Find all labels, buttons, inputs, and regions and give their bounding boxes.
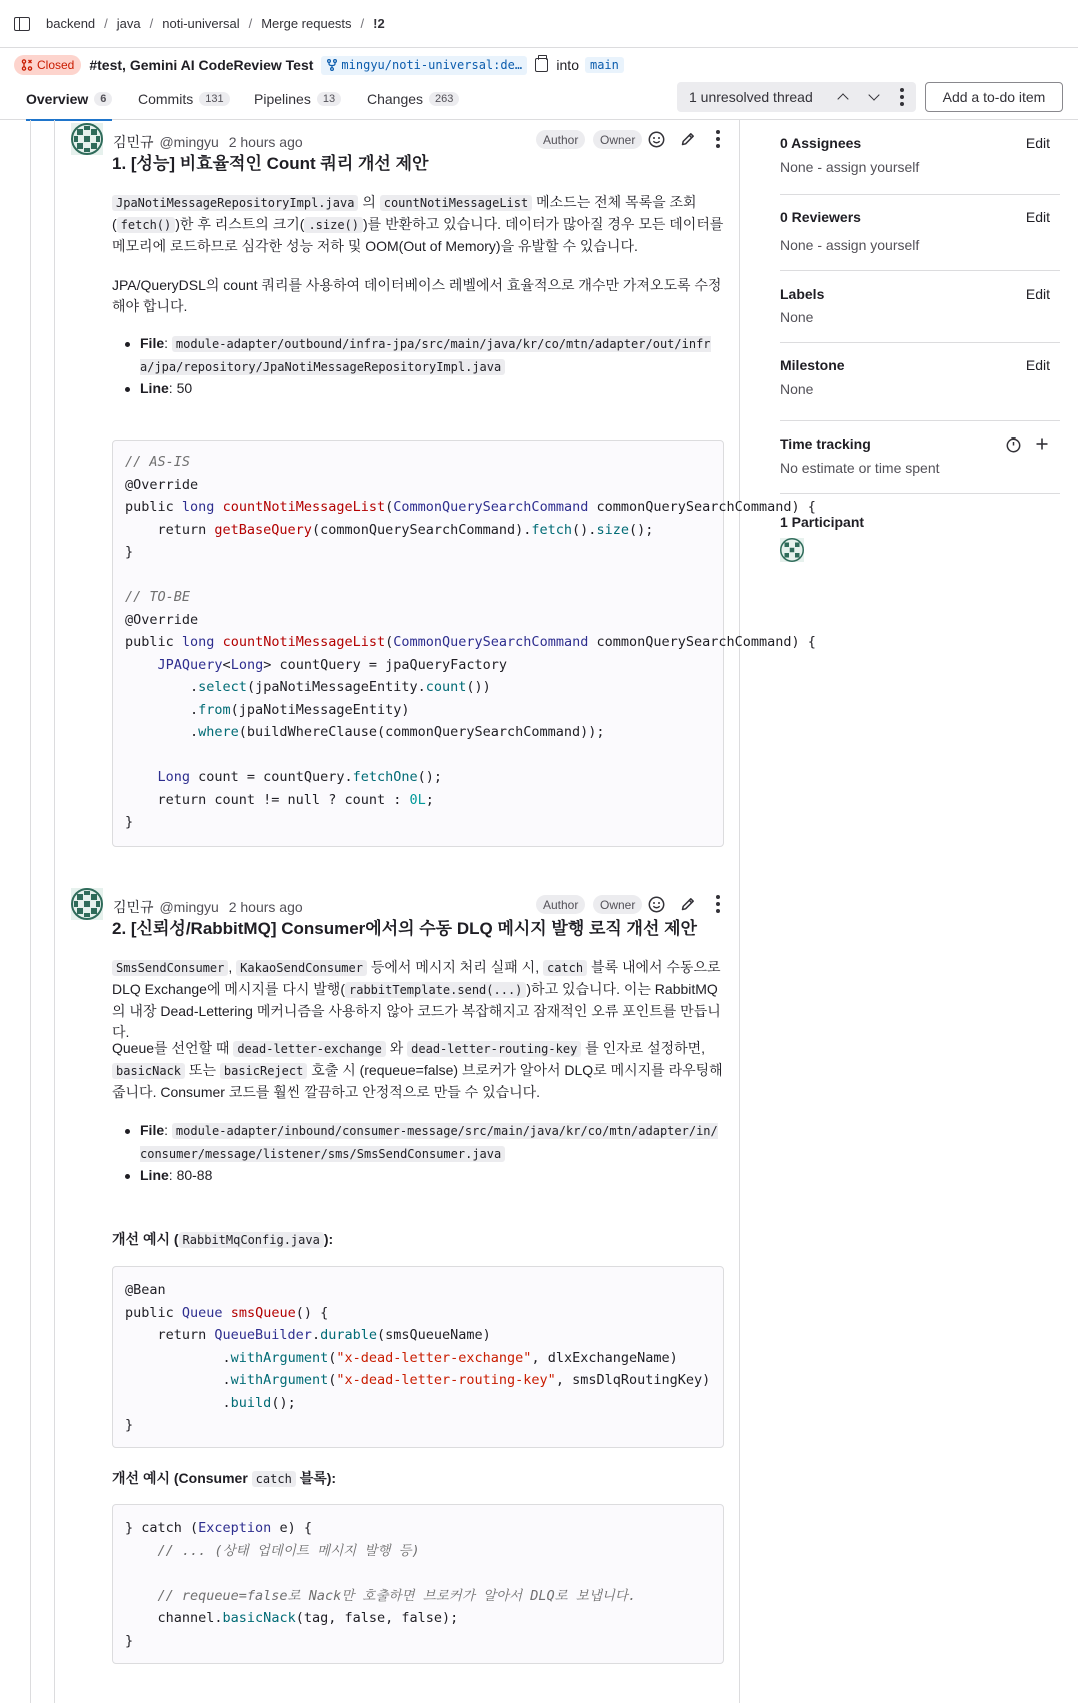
- milestone-value: None: [780, 381, 814, 397]
- sidebar-toggle-icon[interactable]: [14, 17, 30, 31]
- plus-icon[interactable]: [1034, 436, 1050, 452]
- emoji-icon[interactable]: [646, 129, 666, 149]
- text-span: )하고 있습니다. 이는 RabbitMQ의 내장 Dead-Lettering 메커니즘을 사용하지 않아 코드가 복잡해지고 잠재적인 오류 포인트를 만듭니다.: [112, 981, 721, 1040]
- file-label: File: [140, 335, 165, 351]
- code-content: // AS-IS @Override public long countNotiMessageList(CommonQuerySearchCommand commonQuerySearchCommand) { return getBaseQuery(commonQuerySearchCommand).fetch().size(); } // TO-BE @Override public long countNotiMessageList(CommonQuerySearchCommand commonQuerySearchCommand) { JPAQuery<Long> countQuery = jpaQueryFactory .select(jpaNotiMessageEntity.count()) .from(jpaNotiMessageEntity) .where(buildWhereClause(commonQuerySearchCommand)); Long count = countQuery.fetchOne(); return count != null ? count : 0L; }: [125, 454, 816, 830]
- kebab-icon[interactable]: [894, 89, 910, 105]
- inline-code: dead-letter-exchange: [233, 1041, 386, 1057]
- inline-code: .size(): [304, 217, 363, 233]
- participants-title: 1 Participant: [780, 514, 865, 530]
- text-span: 의: [362, 194, 376, 210]
- chevron-up-icon[interactable]: [835, 89, 851, 105]
- breadcrumb-item-java[interactable]: java: [116, 16, 141, 31]
- inline-code: SmsSendConsumer: [112, 960, 228, 976]
- note-body: [112, 152, 724, 176]
- code-block: [112, 1504, 724, 1664]
- fork-icon: [327, 59, 337, 71]
- author-badge: Author: [536, 895, 585, 914]
- emoji-icon[interactable]: [646, 894, 666, 914]
- mr-title: #test, Gemini AI CodeReview Test: [89, 57, 314, 73]
- author-handle: @mingyu: [159, 134, 219, 150]
- paragraph-text: JPA/QueryDSL의 count 쿼리를 사용하여 데이터베이스 레벨에서 효율적으로 개수만 가져오도록 수정해야 합니다.: [112, 277, 722, 314]
- sidebar-labels: [780, 271, 1060, 343]
- text-span: 블록 내에서 수동으로 DLQ Exchange에 메시지를 다시 발행(: [112, 959, 721, 997]
- inline-code: KakaoSendConsumer: [236, 960, 367, 976]
- tab-label: Pipelines: [254, 91, 311, 107]
- line-label: Line: [140, 1167, 169, 1183]
- status-label: Closed: [37, 58, 75, 72]
- note-paragraph: [112, 1038, 724, 1103]
- code-block: [112, 1266, 724, 1448]
- breadcrumb-separator: /: [149, 16, 154, 31]
- inline-code: RabbitMqConfig.java: [179, 1232, 324, 1248]
- line-value: 50: [176, 380, 193, 396]
- note-paragraph: [112, 275, 724, 317]
- list-item: File: module-adapter/inbound/consumer-message/src/main/java/kr/co/mtn/adapter/in/consumer/message/listener/sms/SmsSendConsumer.java: [112, 1120, 724, 1165]
- tab-overview[interactable]: [26, 78, 112, 120]
- tab-label: Commits: [138, 91, 194, 107]
- inline-code: fetch(): [117, 217, 176, 233]
- author-badge: Author: [536, 130, 585, 149]
- text-span: )한 후 리스트의 크기(: [175, 216, 305, 232]
- assign-yourself-link[interactable]: None - assign yourself: [780, 237, 920, 253]
- breadcrumb-item-mr[interactable]: !2: [373, 16, 385, 31]
- text-span: ):: [323, 1231, 334, 1247]
- inline-code: basicReject: [220, 1063, 307, 1079]
- sidebar-participants: [780, 494, 1060, 564]
- text-span: 또는: [188, 1062, 216, 1078]
- labels-edit-button[interactable]: Edit: [1025, 286, 1050, 302]
- line-value: 80-88: [176, 1167, 213, 1183]
- avatar[interactable]: [780, 538, 804, 562]
- inline-code: dead-letter-routing-key: [407, 1041, 581, 1057]
- file-info-list: [112, 1120, 724, 1186]
- target-branch[interactable]: main: [585, 57, 624, 73]
- author-display-name: 김민규: [113, 899, 154, 915]
- assignees-edit-button[interactable]: Edit: [1025, 135, 1050, 151]
- note-title: 2. [신뢰성/RabbitMQ] Consumer에서의 수동 DLQ 메시지 발행 로직 개선 제안: [112, 919, 697, 938]
- code-content: @Bean public Queue smsQueue() { return QueueBuilder.durable(smsQueueName) .withArgument("x-dead-letter-exchange", dlxExchangeName) .withArgument("x-dead-letter-routing-key", smsDlqRoutingKey) .build(); }: [125, 1282, 711, 1433]
- note-header: [71, 888, 731, 918]
- text-span: Queue를 선언할 때: [112, 1040, 230, 1056]
- sidebar-reviewers: [780, 195, 1060, 271]
- source-branch[interactable]: [321, 56, 527, 75]
- add-todo-button[interactable]: Add a to-do item: [925, 82, 1063, 112]
- merge-request-closed-icon: [21, 59, 33, 71]
- note-timestamp[interactable]: 2 hours ago: [228, 134, 303, 150]
- chevron-down-icon[interactable]: [866, 89, 882, 105]
- owner-badge: Owner: [593, 130, 642, 149]
- note-paragraph: [112, 192, 724, 257]
- pencil-icon[interactable]: [678, 894, 698, 914]
- breadcrumb-item-backend[interactable]: backend: [46, 16, 96, 31]
- text-span: 개선 예시 (Consumer: [112, 1470, 248, 1486]
- sidebar-milestone: [780, 343, 1060, 421]
- tab-commits[interactable]: [138, 78, 230, 120]
- reviewers-edit-button[interactable]: Edit: [1025, 209, 1050, 225]
- text-span: 블록):: [299, 1470, 337, 1486]
- unresolved-threads-label: 1 unresolved thread: [689, 89, 813, 105]
- source-branch-label: mingyu/noti-universal:de…: [341, 58, 523, 72]
- file-info-list: [112, 333, 724, 399]
- labels-value: None: [780, 309, 814, 325]
- text-span: 와: [389, 1040, 404, 1056]
- tab-count: 6: [94, 92, 112, 106]
- assign-yourself-link[interactable]: None - assign yourself: [780, 159, 920, 175]
- text-span: 를 인자로 설정하면,: [585, 1040, 706, 1056]
- labels-title: Labels: [780, 286, 825, 302]
- text-span: 개선 예시 (: [112, 1231, 179, 1247]
- kebab-icon[interactable]: [708, 894, 728, 914]
- owner-badge: Owner: [593, 895, 642, 914]
- copy-icon[interactable]: [535, 58, 548, 72]
- mr-header: [14, 54, 624, 76]
- breadcrumb-separator: /: [248, 16, 253, 31]
- avatar[interactable]: [71, 888, 103, 920]
- tab-label: Changes: [367, 91, 424, 107]
- tab-count: 131: [199, 92, 229, 106]
- avatar[interactable]: [71, 123, 103, 155]
- code-block: [112, 440, 816, 847]
- note-body: [112, 917, 724, 941]
- unresolved-threads[interactable]: [677, 82, 916, 112]
- breadcrumb-bar: [0, 0, 1078, 48]
- line-label: Line: [140, 380, 169, 396]
- time-tracking-title: Time tracking: [780, 436, 871, 452]
- text-span: (: [112, 216, 117, 232]
- inline-code: rabbitTemplate.send(...): [345, 982, 526, 998]
- author-name[interactable]: [113, 132, 303, 152]
- list-item: Line: 50: [112, 378, 724, 399]
- inline-code: JpaNotiMessageRepositoryImpl.java: [112, 195, 358, 211]
- text-span: 메소드는 전체 목록을 조회: [536, 194, 697, 210]
- time-tracking-value: No estimate or time spent: [780, 460, 940, 476]
- tab-pipelines[interactable]: [254, 78, 341, 120]
- note-paragraph: [112, 957, 724, 1043]
- kebab-icon[interactable]: [708, 129, 728, 149]
- note-header: [71, 123, 731, 153]
- tab-label: Overview: [26, 91, 89, 107]
- example-heading: [112, 1468, 724, 1490]
- milestone-title: Milestone: [780, 357, 845, 373]
- example-heading: [112, 1229, 724, 1251]
- author-name[interactable]: [113, 897, 303, 917]
- note-timestamp[interactable]: 2 hours ago: [228, 899, 303, 915]
- inline-code: catch: [543, 960, 587, 976]
- text-span: ,: [228, 959, 233, 975]
- assignees-title: 0 Assignees: [780, 135, 862, 151]
- sidebar-time-tracking: [780, 421, 1060, 494]
- breadcrumb-item-merge-requests[interactable]: Merge requests: [261, 16, 352, 31]
- breadcrumb-item-project[interactable]: noti-universal: [162, 16, 240, 31]
- text-span: 호출 시 (requeue=false) 브로커가 알아서 DLQ로 메시지를 라우팅해줍니다. Consumer 코드를 훨씬 깔끔하고 안정적으로 만들 수 있습니다.: [112, 1062, 723, 1100]
- inline-code: countNotiMessageList: [380, 195, 533, 211]
- note-title: 1. [성능] 비효율적인 Count 쿼리 개선 제안: [112, 154, 429, 173]
- tab-changes[interactable]: [367, 78, 459, 120]
- text-span: 등에서 메시지 처리 실패 시,: [370, 959, 540, 975]
- author-handle: @mingyu: [159, 899, 219, 915]
- milestone-edit-button[interactable]: Edit: [1025, 357, 1050, 373]
- status-badge: [14, 55, 81, 75]
- list-item: File: module-adapter/outbound/infra-jpa/src/main/java/kr/co/mtn/adapter/out/infra/jpa/repository/JpaNotiMessageRepositoryImpl.java: [112, 333, 724, 378]
- tab-count: 13: [317, 92, 341, 106]
- pencil-icon[interactable]: [678, 129, 698, 149]
- file-path: module-adapter/inbound/consumer-message/src/main/java/kr/co/mtn/adapter/in/consumer/message/listener/sms/SmsSendConsumer.java: [140, 1124, 718, 1161]
- text-span: )를 반환하고 있습니다. 데이터가 많아질 경우 모든 데이터를 메모리에 로드하므로 심각한 성능 저하 및 OOM(Out of Memory)을 유발할 수 있습니다.: [112, 216, 724, 254]
- reviewers-title: 0 Reviewers: [780, 209, 861, 225]
- timer-icon[interactable]: [1005, 436, 1022, 453]
- timeline-line: [30, 120, 31, 1703]
- author-display-name: 김민규: [113, 134, 154, 150]
- list-item: Line: 80-88: [112, 1165, 724, 1186]
- breadcrumb-separator: /: [360, 16, 365, 31]
- inline-code: catch: [252, 1471, 296, 1487]
- code-content: } catch (Exception e) { // ... (상태 업데이트 메시지 발행 등) // requeue=false로 Nack만 호출하면 브로커가 알아서 DLQ로 보냅니다. channel.basicNack(tag, false, false); }: [125, 1520, 637, 1649]
- file-path: module-adapter/outbound/infra-jpa/src/main/java/kr/co/mtn/adapter/out/infra/jpa/repository/JpaNotiMessageRepositoryImpl.java: [140, 337, 711, 374]
- tab-count: 263: [429, 92, 459, 106]
- breadcrumb-separator: /: [104, 16, 108, 31]
- mr-tabs: [0, 78, 1078, 120]
- inline-code: basicNack: [112, 1063, 185, 1079]
- into-label: into: [556, 57, 579, 73]
- sidebar-assignees: [780, 120, 1060, 195]
- file-label: File: [140, 1122, 165, 1138]
